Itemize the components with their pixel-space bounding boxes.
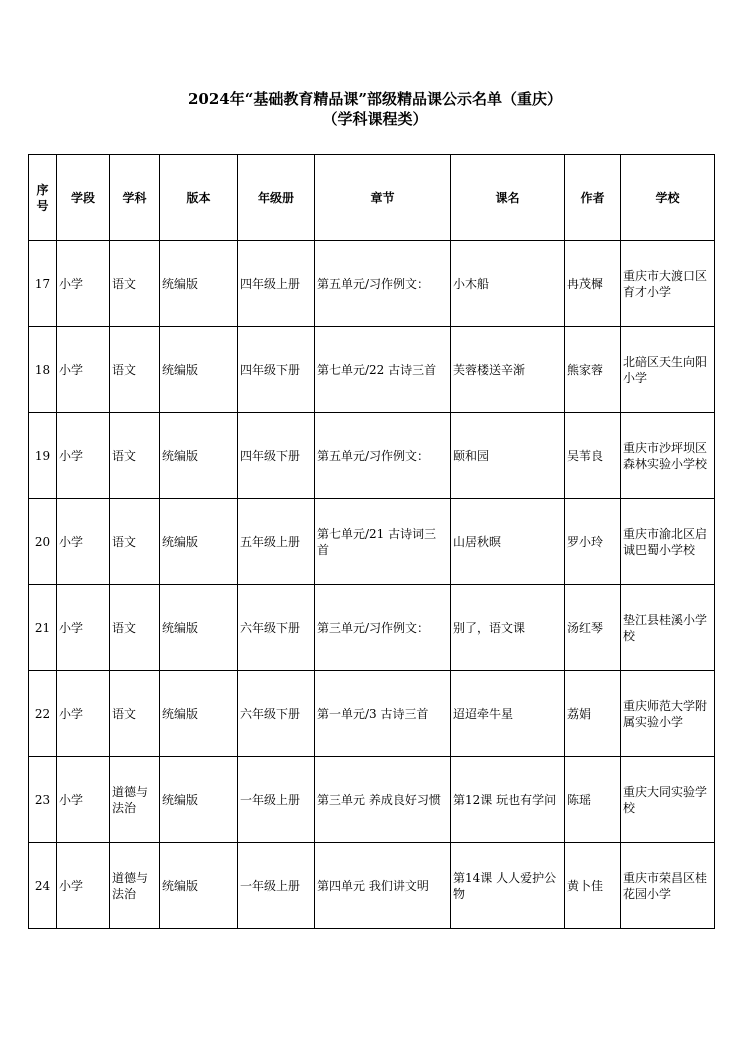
cell-stage: 小学 [57,843,110,929]
column-header-edition: 版本 [160,155,238,241]
cell-stage: 小学 [57,499,110,585]
table-row [29,499,715,585]
cell-grade: 五年级上册 [238,499,315,585]
cell-seq: 19 [29,413,57,499]
cell-author: 汤红琴 [565,585,621,671]
column-header-school: 学校 [621,155,715,241]
cell-seq: 21 [29,585,57,671]
cell-stage: 小学 [57,241,110,327]
cell-lesson: 颐和园 [451,413,565,499]
cell-chapter: 第三单元/习作例文： [315,585,451,671]
cell-edition: 统编版 [160,327,238,413]
cell-author: 冉茂樨 [565,241,621,327]
cell-seq: 24 [29,843,57,929]
cell-subject: 语文 [110,585,160,671]
cell-author: 罗小玲 [565,499,621,585]
cell-grade: 四年级下册 [238,413,315,499]
cell-subject: 语文 [110,499,160,585]
cell-stage: 小学 [57,671,110,757]
cell-edition: 统编版 [160,499,238,585]
cell-lesson: 山居秋暝 [451,499,565,585]
cell-stage: 小学 [57,757,110,843]
cell-lesson: 第12课 玩也有学问 [451,757,565,843]
cell-stage: 小学 [57,413,110,499]
cell-stage: 小学 [57,585,110,671]
cell-subject: 语文 [110,671,160,757]
column-header-seq: 序号 [29,155,57,241]
cell-chapter: 第五单元/习作例文： [315,413,451,499]
cell-grade: 四年级上册 [238,241,315,327]
table-row [29,241,715,327]
cell-school: 重庆市荣昌区桂花园小学 [621,843,715,929]
cell-stage: 小学 [57,327,110,413]
table-row [29,757,715,843]
cell-chapter: 第三单元 养成良好习惯 [315,757,451,843]
column-header-chapter: 章节 [315,155,451,241]
column-header-author: 作者 [565,155,621,241]
cell-chapter: 第四单元 我们讲文明 [315,843,451,929]
course-list-table [28,154,715,929]
cell-edition: 统编版 [160,241,238,327]
column-header-lesson: 课名 [451,155,565,241]
cell-school: 重庆市大渡口区育才小学 [621,241,715,327]
cell-edition: 统编版 [160,757,238,843]
cell-lesson: 小木船 [451,241,565,327]
table-row [29,671,715,757]
cell-edition: 统编版 [160,843,238,929]
cell-lesson: 芙蓉楼送辛渐 [451,327,565,413]
cell-subject: 道德与法治 [110,843,160,929]
cell-edition: 统编版 [160,671,238,757]
cell-chapter: 第七单元/21 古诗词三首 [315,499,451,585]
cell-chapter: 第七单元/22 古诗三首 [315,327,451,413]
table-row [29,585,715,671]
cell-school: 北碚区天生向阳小学 [621,327,715,413]
cell-school: 垫江县桂溪小学校 [621,585,715,671]
cell-seq: 17 [29,241,57,327]
column-header-grade: 年级册 [238,155,315,241]
page-subtitle: （学科课程类） [322,110,428,128]
cell-chapter: 第五单元/习作例文： [315,241,451,327]
cell-subject: 语文 [110,413,160,499]
page-title: 2024年“基础教育精品课”部级精品课公示名单（重庆） [187,90,562,108]
table-row [29,413,715,499]
cell-edition: 统编版 [160,585,238,671]
table-row [29,843,715,929]
cell-lesson: 别了，语文课 [451,585,565,671]
cell-grade: 一年级上册 [238,843,315,929]
cell-lesson: 第14课 人人爱护公物 [451,843,565,929]
table-header-row [29,155,715,241]
cell-author: 荔娟 [565,671,621,757]
cell-seq: 18 [29,327,57,413]
cell-chapter: 第一单元/3 古诗三首 [315,671,451,757]
cell-grade: 一年级上册 [238,757,315,843]
cell-author: 熊家蓉 [565,327,621,413]
cell-author: 吴苇良 [565,413,621,499]
column-header-subject: 学科 [110,155,160,241]
cell-lesson: 迢迢牵牛星 [451,671,565,757]
cell-school: 重庆市沙坪坝区森林实验小学校 [621,413,715,499]
table-row [29,327,715,413]
cell-seq: 23 [29,757,57,843]
column-header-stage: 学段 [57,155,110,241]
cell-author: 黄卜佳 [565,843,621,929]
cell-school: 重庆师范大学附属实验小学 [621,671,715,757]
cell-subject: 道德与法治 [110,757,160,843]
cell-school: 重庆市渝北区启诚巴蜀小学校 [621,499,715,585]
cell-school: 重庆大同实验学校 [621,757,715,843]
cell-author: 陈瑶 [565,757,621,843]
cell-grade: 四年级下册 [238,327,315,413]
cell-seq: 20 [29,499,57,585]
cell-subject: 语文 [110,327,160,413]
cell-grade: 六年级下册 [238,585,315,671]
cell-edition: 统编版 [160,413,238,499]
cell-grade: 六年级下册 [238,671,315,757]
cell-seq: 22 [29,671,57,757]
cell-subject: 语文 [110,241,160,327]
